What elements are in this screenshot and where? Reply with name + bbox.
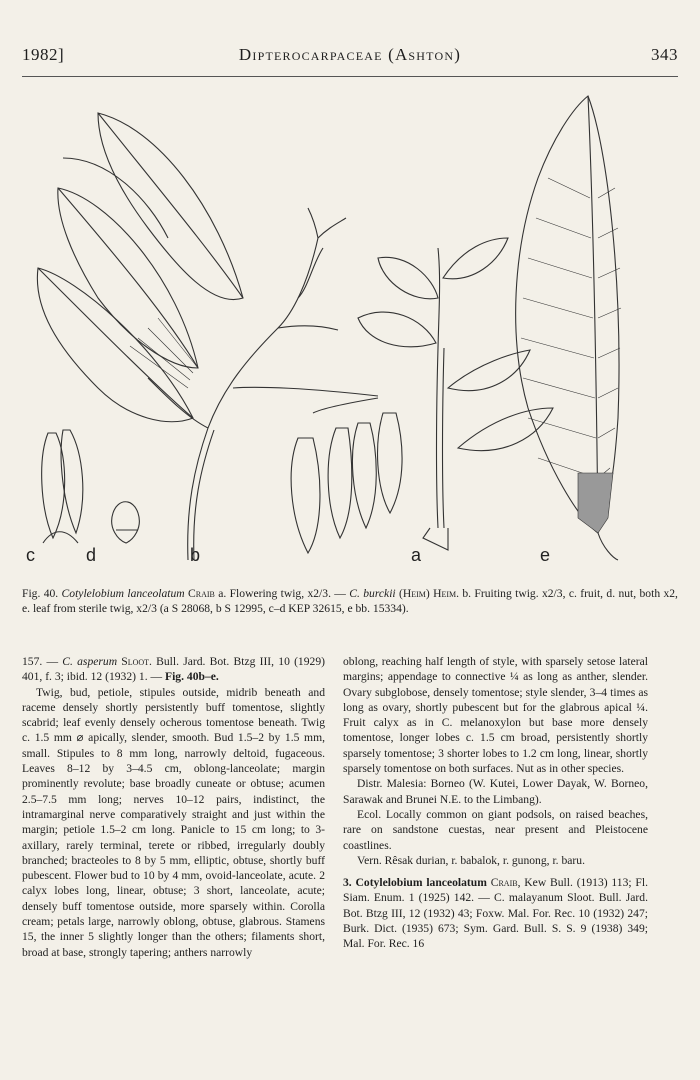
left-column <box>22 654 325 960</box>
illustration-svg <box>18 88 682 572</box>
caption-specimens: (a S 28068, b S 12995, c–d KEP 32615, e bb. 15334). <box>159 602 409 615</box>
species-citation: Kew Bull. (1913) 113; Fl. Siam. Enum. 1 (1925) 142. — C. malayanum Sloot. Bull. Jard. Bot. Btzg III, 12 (1932) 43; Foxw. Mal. For. Rec. 10 (1932) 247; Burk. Dict. (1935) 673; Sym. Gard. Bull. S. S. 9 (1938) 349; Mal. For. Rec. 16 <box>343 876 648 951</box>
species-entry-3 <box>343 875 648 951</box>
entry-species: C. asperum <box>62 655 118 668</box>
caption-part-b: b. Fruiting twig. x2/3, <box>462 587 566 600</box>
entry-author: Sloot. <box>121 655 152 668</box>
caption-part-a: a. Flowering twig, x2/3. — <box>218 587 346 600</box>
figure-label-c: c <box>26 545 35 565</box>
caption-species: Cotylelobium lanceolatum <box>61 587 185 600</box>
synonym-entry <box>22 654 325 685</box>
entry-citation: Bull. Jard. Bot. Btzg III, 10 (1929) 401, f. 3; ibid. 12 (1932) 1. — <box>22 655 325 684</box>
botanical-figure <box>18 88 682 572</box>
figure-caption <box>22 586 678 616</box>
header-title: Dipterocarpaceae (Ashton) <box>238 45 462 64</box>
header-year: 1982] <box>22 45 65 64</box>
entry-figure-ref: Fig. 40b–e. <box>165 670 219 684</box>
vernacular-paragraph: Vern. Rêsak durian, r. babalok, r. gunong, r. baru. <box>357 853 585 867</box>
caption-c-burckii: C. burckii <box>349 587 396 600</box>
running-header <box>22 45 678 71</box>
caption-part-d: d. nut, both x2, <box>606 587 678 600</box>
caption-fig-no: Fig. 40. <box>22 587 59 600</box>
figure-label-e: e <box>540 545 551 565</box>
caption-part-e: e. leaf from sterile twig, x2/3 <box>22 602 157 615</box>
header-rule <box>22 76 678 77</box>
species-name: Cotylelobium lanceolatum <box>355 876 487 890</box>
entry-number: 157. — <box>22 655 59 668</box>
figure-label-d: d <box>86 545 97 565</box>
right-column <box>343 654 648 952</box>
description-continued: oblong, reaching half length of style, with sparsely setose lateral margins; appendage to connective ¼ as long as anther, slender. Ovary subglobose, densely tomentose; style slender, 3–4 times as long as ovary, shortly pubescent but for the glabrous apical ¼. Fruit calyx as in C. melanoxylon but base more densely tomentose, longer lobes c. 1.5 cm broad, persistently shortly sparsely tomentose; 3 shorter lobes to 1.2 cm long, linear, shortly sparsely tomentose on both surfaces. Nut as in other species. <box>343 655 648 776</box>
caption-part-c: c. fruit, <box>568 587 604 600</box>
distribution-paragraph: Distr. Malesia: Borneo (W. Kutei, Lower Dayak, W. Borneo, Sarawak and Brunei N.E. to the Limbang). <box>343 777 648 806</box>
description-paragraph: Twig, bud, petiole, stipules outside, midrib beneath and raceme densely shortly persistently buff tomentose, slightly scabrid; leaf evenly densely ocherous tomentose beneath. Twig c. 1.5 mm ⌀ apically, slender, smooth. Bud 1.5–2 by 1.5 mm, small. Stipules to 8 mm long, narrowly deltoid, fugaceous. Leaves 8–12 by 3–4.5 cm, oblong-lanceolate; margin prominently revolute; base broadly cuneate or obtuse; acumen 2.5–7.5 mm long; nerves 10–12 pairs, indistinct, the intramarginal nerve comparatively straight and just within the margin; petiole 1.5–2 cm long. Panicle to 15 cm long; to 3-axillary, rarely terminal, terete or ribbed, irregularly doubly branched; bracteoles to 8 by 5 mm, elliptic, obtuse, shortly buff pubescent. Flower bud to 10 by 4 mm, ovoid-lanceolate, acute. 2 calyx lobes long, linear, obtuse; 3 short, lanceolate, acute; densely buff tomentose outside, more sparsely within. Corolla cream; petals large, narrowly oblong, obtuse, glabrous. Stamens 15, the inner 5 slightly longer than the others; filaments short, broad at base, strongly tapering; anthers narrowly <box>22 685 325 959</box>
species-number: 3. <box>343 876 352 890</box>
figure-label-a: a <box>411 545 422 565</box>
figure-label-b: b <box>190 545 201 565</box>
ecology-paragraph: Ecol. Locally common on giant podsols, on raised beaches, rare on sandstone cuestas, near present and Pleistocene coastlines. <box>343 807 648 852</box>
caption-burckii-author: (Heim) Heim. <box>398 587 460 600</box>
species-author: Craib, <box>490 876 521 890</box>
page-number: 343 <box>651 45 678 64</box>
caption-author: Craib <box>188 587 215 600</box>
